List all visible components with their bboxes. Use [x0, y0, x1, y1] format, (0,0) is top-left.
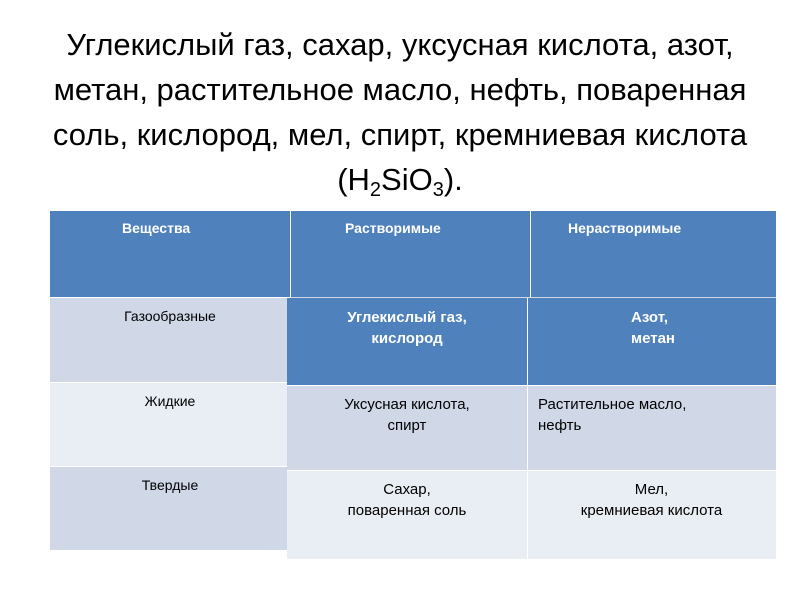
header-soluble: Растворимые: [345, 220, 441, 236]
answers-row-divider: [287, 385, 776, 386]
answer-insoluble-liquid: Растительное масло, нефть: [538, 396, 687, 434]
answer-soluble-liquid: Уксусная кислота, спирт: [344, 396, 470, 434]
header-substances: Вещества: [122, 220, 191, 236]
slide-title: [40, 22, 760, 202]
answers-row-liquid: [287, 385, 776, 470]
header-divider: [530, 211, 531, 297]
table-header-row: [50, 211, 776, 297]
title-formula-mid: SiO: [381, 162, 433, 197]
column-divider: [527, 385, 528, 470]
title-subscript-2: 2: [369, 179, 382, 201]
title-text: Углекислый газ, сахар, уксусная кислота, азот, метан, растительное масло, нефть, поваренная соль, кислород, мел, спирт, кремниевая кислота (H: [52, 27, 748, 197]
row-divider: [50, 297, 290, 298]
row-divider: [50, 382, 290, 383]
row-divider: [50, 466, 290, 467]
column-divider: [527, 470, 528, 559]
row-label-gaseous: Газообразные: [124, 308, 216, 324]
answers-row-divider: [287, 470, 776, 471]
answers-row-solid: [287, 470, 776, 559]
answer-insoluble-solid: Мел, кремниевая кислота: [580, 481, 723, 519]
header-divider: [290, 211, 291, 297]
answer-insoluble-gaseous: Азот, метан: [631, 309, 675, 347]
title-subscript-3: 3: [432, 179, 444, 201]
header-insoluble: Нерастворимые: [568, 220, 682, 236]
row-label-liquid: Жидкие: [144, 393, 196, 409]
answers-table: [287, 298, 776, 559]
title-end: ).: [443, 162, 463, 197]
row-label-solid: Твердые: [141, 477, 199, 493]
answer-soluble-solid: Сахар, поваренная соль: [347, 481, 467, 519]
answer-soluble-gaseous: Углекислый газ, кислород: [347, 309, 467, 347]
column-divider: [527, 298, 528, 385]
answers-row-gaseous: [287, 298, 776, 385]
